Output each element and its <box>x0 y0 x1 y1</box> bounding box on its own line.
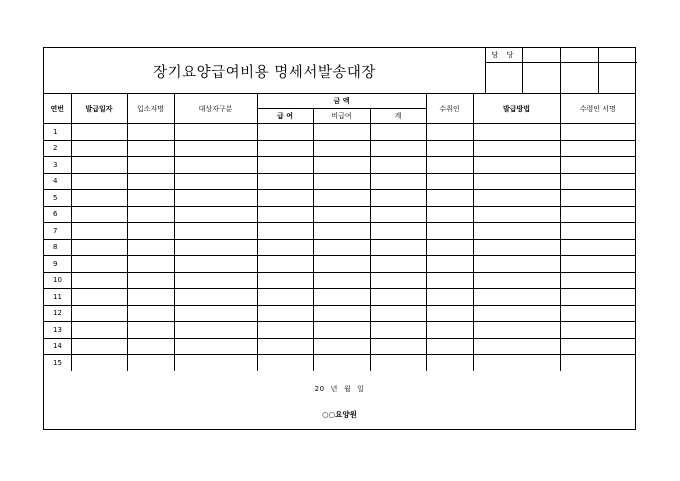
table-cell[interactable] <box>257 355 313 372</box>
table-cell[interactable] <box>174 322 257 339</box>
table-cell[interactable] <box>473 239 560 256</box>
table-cell[interactable] <box>257 206 313 223</box>
table-cell[interactable] <box>71 206 127 223</box>
table-cell[interactable] <box>370 190 426 207</box>
table-cell[interactable] <box>370 223 426 240</box>
table-cell[interactable] <box>174 272 257 289</box>
row-number: 15 <box>44 355 71 372</box>
table-cell[interactable] <box>313 322 370 339</box>
table-cell[interactable] <box>71 322 127 339</box>
table-cell[interactable] <box>174 190 257 207</box>
table-cell[interactable] <box>127 223 174 240</box>
table-row <box>44 206 635 223</box>
table-cell[interactable] <box>71 140 127 157</box>
table-cell[interactable] <box>473 140 560 157</box>
table-cell[interactable] <box>560 206 635 223</box>
table-cell[interactable] <box>174 157 257 174</box>
table-cell[interactable] <box>257 338 313 355</box>
table-cell[interactable] <box>560 256 635 273</box>
table-cell[interactable] <box>370 338 426 355</box>
table-cell[interactable] <box>71 355 127 372</box>
approval-sign-cell <box>561 62 599 93</box>
table-cell[interactable] <box>313 355 370 372</box>
table-cell[interactable] <box>313 157 370 174</box>
table-cell[interactable] <box>473 206 560 223</box>
table-cell[interactable] <box>426 239 473 256</box>
table-cell[interactable] <box>257 239 313 256</box>
table-cell[interactable] <box>473 305 560 322</box>
table-cell[interactable] <box>127 338 174 355</box>
table-cell[interactable] <box>257 305 313 322</box>
table-cell[interactable] <box>174 124 257 141</box>
header-category: 대상자구분 <box>174 94 257 124</box>
organization-name: ○○요양원 <box>322 410 357 419</box>
table-cell[interactable] <box>127 157 174 174</box>
row-number: 14 <box>44 338 71 355</box>
table-cell[interactable] <box>71 239 127 256</box>
table-cell[interactable] <box>473 124 560 141</box>
table-cell[interactable] <box>473 355 560 372</box>
table-cell[interactable] <box>257 124 313 141</box>
header-recipient: 수취인 <box>426 94 473 124</box>
table-cell[interactable] <box>313 223 370 240</box>
table-cell[interactable] <box>473 289 560 306</box>
ledger-footer <box>44 371 635 429</box>
table-cell[interactable] <box>560 322 635 339</box>
header-issue-date: 발급일자 <box>71 94 127 124</box>
table-cell[interactable] <box>370 124 426 141</box>
table-cell[interactable] <box>560 338 635 355</box>
table-row <box>44 157 635 174</box>
page-title: 장기요양급여비용 명세서발송대장 <box>153 65 376 81</box>
table-cell[interactable] <box>473 157 560 174</box>
header-benefit: 급 여 <box>257 109 313 124</box>
table-cell[interactable] <box>127 206 174 223</box>
table-cell[interactable] <box>174 338 257 355</box>
table-cell[interactable] <box>473 322 560 339</box>
table-cell[interactable] <box>313 206 370 223</box>
table-cell[interactable] <box>426 124 473 141</box>
table-cell[interactable] <box>71 272 127 289</box>
table-row <box>44 124 635 141</box>
table-cell[interactable] <box>426 322 473 339</box>
table-cell[interactable] <box>71 124 127 141</box>
row-number: 8 <box>44 239 71 256</box>
table-cell[interactable] <box>174 289 257 306</box>
table-cell[interactable] <box>370 157 426 174</box>
table-cell[interactable] <box>174 173 257 190</box>
table-cell[interactable] <box>257 157 313 174</box>
approval-header-cell <box>561 48 599 62</box>
table-cell[interactable] <box>426 157 473 174</box>
table-cell[interactable] <box>174 256 257 273</box>
table-cell[interactable] <box>313 190 370 207</box>
table-cell[interactable] <box>174 305 257 322</box>
table-cell[interactable] <box>426 190 473 207</box>
approval-sign-cell <box>599 62 637 93</box>
row-number: 12 <box>44 305 71 322</box>
header-non-benefit: 비급여 <box>313 109 370 124</box>
approval-sign-cell <box>523 62 561 93</box>
table-cell[interactable] <box>71 173 127 190</box>
table-row <box>44 355 635 372</box>
table-cell[interactable] <box>71 190 127 207</box>
approval-label: 담 당 <box>486 48 523 62</box>
header-resident-name: 입소자명 <box>127 94 174 124</box>
table-cell[interactable] <box>127 355 174 372</box>
row-number: 3 <box>44 157 71 174</box>
table-cell[interactable] <box>313 272 370 289</box>
table-cell[interactable] <box>257 256 313 273</box>
table-cell[interactable] <box>257 140 313 157</box>
table-cell[interactable] <box>257 322 313 339</box>
table-cell[interactable] <box>473 256 560 273</box>
table-cell[interactable] <box>370 355 426 372</box>
table-row <box>44 140 635 157</box>
table-cell[interactable] <box>257 223 313 240</box>
table-row <box>44 338 635 355</box>
table-cell[interactable] <box>127 256 174 273</box>
row-number: 9 <box>44 256 71 273</box>
table-cell[interactable] <box>426 140 473 157</box>
table-cell[interactable] <box>473 223 560 240</box>
table-cell[interactable] <box>174 239 257 256</box>
table-cell[interactable] <box>313 256 370 273</box>
table-cell[interactable] <box>257 289 313 306</box>
table-cell[interactable] <box>257 173 313 190</box>
table-cell[interactable] <box>426 289 473 306</box>
table-cell[interactable] <box>370 173 426 190</box>
table-cell[interactable] <box>127 272 174 289</box>
table-cell[interactable] <box>426 338 473 355</box>
table-cell[interactable] <box>426 173 473 190</box>
header-method: 발급방법 <box>473 94 560 124</box>
table-cell[interactable] <box>473 272 560 289</box>
table-cell[interactable] <box>560 124 635 141</box>
table-cell[interactable] <box>257 190 313 207</box>
table-cell[interactable] <box>560 272 635 289</box>
table-cell[interactable] <box>473 190 560 207</box>
table-cell[interactable] <box>370 140 426 157</box>
table-cell[interactable] <box>426 256 473 273</box>
header-total: 계 <box>370 109 426 124</box>
row-number: 6 <box>44 206 71 223</box>
table-cell[interactable] <box>127 140 174 157</box>
month-label: 월 <box>343 385 352 393</box>
table-cell[interactable] <box>174 223 257 240</box>
year-label: 년 <box>330 385 338 393</box>
table-row <box>44 173 635 190</box>
table-cell[interactable] <box>127 124 174 141</box>
table-cell[interactable] <box>370 289 426 306</box>
table-cell[interactable] <box>313 289 370 306</box>
table-cell[interactable] <box>370 256 426 273</box>
table-cell[interactable] <box>127 173 174 190</box>
row-number: 1 <box>44 124 71 141</box>
table-cell[interactable] <box>560 223 635 240</box>
table-row <box>44 190 635 207</box>
table-cell[interactable] <box>313 124 370 141</box>
table-row <box>44 223 635 240</box>
day-label: 일 <box>357 385 365 393</box>
table-cell[interactable] <box>313 140 370 157</box>
table-cell[interactable] <box>127 239 174 256</box>
table-cell[interactable] <box>560 173 635 190</box>
year-prefix: 20 <box>314 385 325 393</box>
table-cell[interactable] <box>127 190 174 207</box>
table-cell[interactable] <box>313 239 370 256</box>
table-cell[interactable] <box>127 322 174 339</box>
table-cell[interactable] <box>560 289 635 306</box>
table-cell[interactable] <box>426 355 473 372</box>
table-cell[interactable] <box>313 173 370 190</box>
table-cell[interactable] <box>174 140 257 157</box>
table-cell[interactable] <box>560 190 635 207</box>
table-cell[interactable] <box>560 239 635 256</box>
table-cell[interactable] <box>257 272 313 289</box>
table-cell[interactable] <box>71 338 127 355</box>
table-cell[interactable] <box>560 355 635 372</box>
table-cell[interactable] <box>127 289 174 306</box>
table-cell[interactable] <box>370 206 426 223</box>
table-cell[interactable] <box>473 338 560 355</box>
table-cell[interactable] <box>71 305 127 322</box>
table-cell[interactable] <box>174 206 257 223</box>
row-number: 11 <box>44 289 71 306</box>
table-cell[interactable] <box>71 256 127 273</box>
row-number: 7 <box>44 223 71 240</box>
table-cell[interactable] <box>71 289 127 306</box>
table-cell[interactable] <box>426 223 473 240</box>
table-cell[interactable] <box>560 305 635 322</box>
table-cell[interactable] <box>313 305 370 322</box>
table-row <box>44 305 635 322</box>
table-cell[interactable] <box>313 338 370 355</box>
table-cell[interactable] <box>560 140 635 157</box>
table-cell[interactable] <box>174 355 257 372</box>
table-cell[interactable] <box>370 305 426 322</box>
row-number: 10 <box>44 272 71 289</box>
table-row <box>44 272 635 289</box>
header-no: 연번 <box>44 94 71 124</box>
approval-sign-cell <box>486 62 523 93</box>
table-row <box>44 239 635 256</box>
table-cell[interactable] <box>370 239 426 256</box>
ledger-sheet <box>43 47 636 430</box>
approval-box <box>485 48 636 93</box>
title-area <box>44 48 485 93</box>
table-cell[interactable] <box>426 272 473 289</box>
table-cell[interactable] <box>473 173 560 190</box>
table-cell[interactable] <box>127 305 174 322</box>
table-row <box>44 322 635 339</box>
table-cell[interactable] <box>370 272 426 289</box>
table-cell[interactable] <box>370 322 426 339</box>
date-line <box>44 384 635 394</box>
approval-header-cell <box>523 48 561 62</box>
table-cell[interactable] <box>426 206 473 223</box>
table-cell[interactable] <box>71 157 127 174</box>
table-cell[interactable] <box>560 157 635 174</box>
approval-header-cell <box>599 48 637 62</box>
table-row <box>44 289 635 306</box>
ledger-table <box>44 93 635 371</box>
row-number: 4 <box>44 173 71 190</box>
header-signature: 수령인 서명 <box>560 94 635 124</box>
row-number: 2 <box>44 140 71 157</box>
row-number: 13 <box>44 322 71 339</box>
header-amount: 금 액 <box>257 94 426 109</box>
table-row <box>44 256 635 273</box>
row-number: 5 <box>44 190 71 207</box>
table-cell[interactable] <box>426 305 473 322</box>
table-cell[interactable] <box>71 223 127 240</box>
